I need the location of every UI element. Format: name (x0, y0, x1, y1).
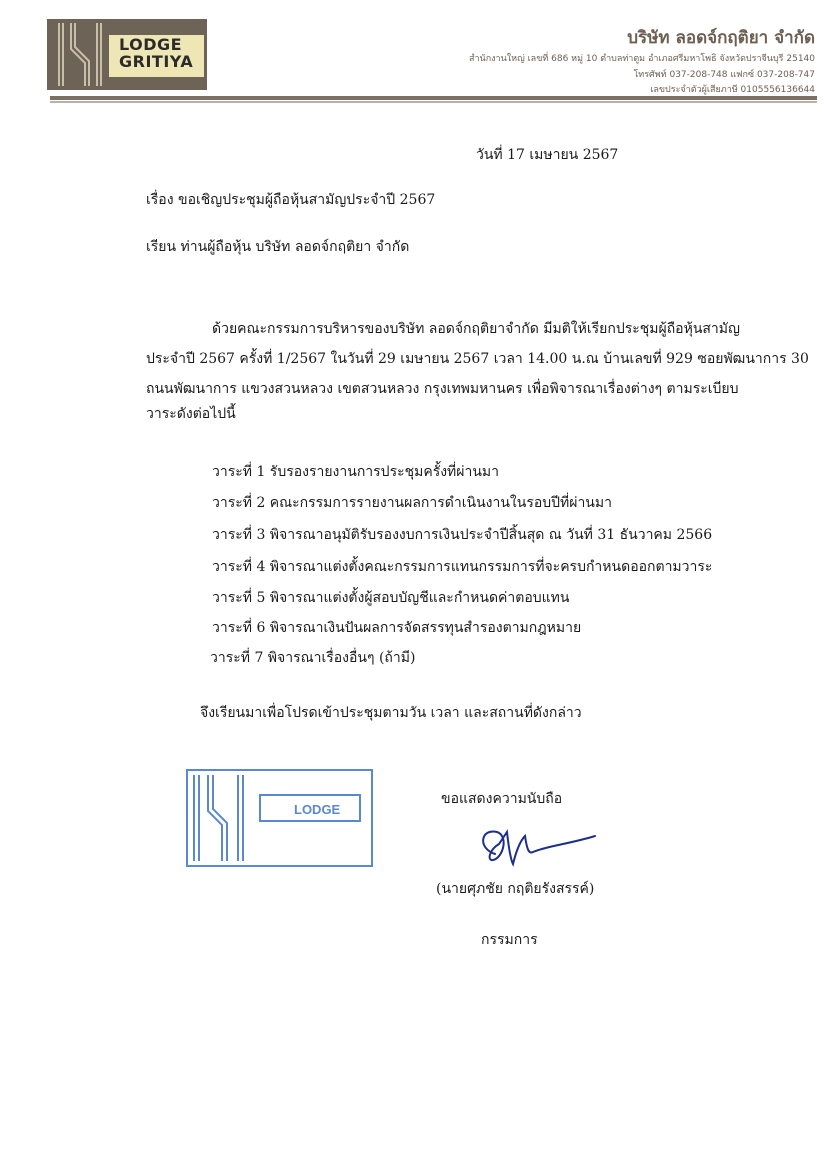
company-stamp (186, 769, 373, 867)
closing-text: จึงเรียนมาเพื่อโปรดเข้าประชุมตามวัน เวลา และสถานที่ดังกล่าว (200, 705, 582, 721)
body-line-3: ถนนพัฒนาการ แขวงสวนหลวง เขตสวนหลวง กรุงเทพมหานคร เพื่อพิจารณาเรื่องต่างๆ ตามระเบียบ (146, 381, 739, 397)
header-divider-thin (50, 101, 817, 103)
agenda-item: วาระที่ 4 พิจารณาแต่งตั้งคณะกรรมการแทนกรรมการที่จะครบกำหนดออกตามวาระ (212, 559, 713, 575)
logo-text: LODGE GRITIYA (119, 35, 194, 71)
agenda-item: วาระที่ 6 พิจารณาเงินปันผลการจัดสรรทุนสำรองตามกฎหมาย (212, 620, 582, 636)
header-divider (50, 96, 817, 100)
company-tax-id: เลขประจำตัวผู้เสียภาษี 0105556136644 (650, 85, 815, 95)
company-address: สำนักงานใหญ่ เลขที่ 686 หมู่ 10 ตำบลท่าตูม อำเภอศรีมหาโพธิ จังหวัดปราจีนบุรี 25140 (469, 54, 815, 64)
agenda-item: วาระที่ 7 พิจารณาเรื่องอื่นๆ (ถ้ามี) (210, 650, 416, 666)
company-logo (47, 19, 207, 90)
stamp-text: LODGE (294, 802, 341, 817)
letter-recipient: เรียน ท่านผู้ถือหุ้น บริษัท ลอดจ์กฤติยา จำกัด (146, 239, 410, 255)
body-line-4: วาระดังต่อไปนี้ (146, 406, 236, 422)
letter-date: วันที่ 17 เมษายน 2567 (476, 147, 619, 163)
company-phone-fax: โทรศัพท์ 037-208-748 แฟกซ์ 037-208-747 (633, 70, 815, 80)
agenda-item: วาระที่ 1 รับรองรายงานการประชุมครั้งที่ผ่านมา (212, 464, 500, 480)
signer-title: กรรมการ (481, 932, 538, 948)
letter-subject: เรื่อง ขอเชิญประชุมผู้ถือหุ้นสามัญประจำปี 2567 (146, 192, 436, 208)
agenda-item: วาระที่ 2 คณะกรรมการรายงานผลการดำเนินงานในรอบปีที่ผ่านมา (212, 495, 612, 511)
body-line-1: ด้วยคณะกรรมการบริหารของบริษัท ลอดจ์กฤติยาจำกัด มีมติให้เรียกประชุมผู้ถือหุ้นสามัญ (212, 321, 740, 337)
agenda-item: วาระที่ 3 พิจารณาอนุมัติรับรองงบการเงินประจำปีสิ้นสุด ณ วันที่ 31 ธันวาคม 2566 (212, 527, 713, 543)
handwritten-signature (473, 814, 603, 884)
regards-text: ขอแสดงความนับถือ (441, 791, 563, 807)
agenda-item: วาระที่ 5 พิจารณาแต่งตั้งผู้สอบบัญชีและกำหนดค่าตอบแทน (212, 590, 570, 606)
company-name: บริษัท ลอดจ์กฤติยา จำกัด (627, 28, 815, 48)
body-line-2: ประจำปี 2567 ครั้งที่ 1/2567 ในวันที่ 29 เมษายน 2567 เวลา 14.00 น.ณ บ้านเลขที่ 929 ซอยพัฒนาการ 30 (146, 351, 809, 367)
logo-mark-icon (47, 19, 109, 90)
signer-name: (นายศุภชัย กฤติยรังสรรค์) (436, 881, 595, 897)
